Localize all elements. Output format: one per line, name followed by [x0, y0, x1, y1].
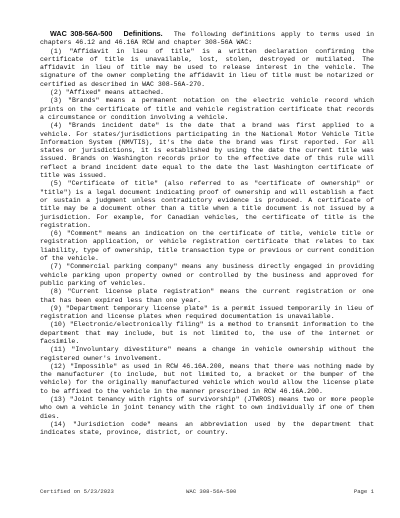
- footer-page-number: Page 1: [353, 488, 374, 495]
- definition-affixed: (2) "Affixed" means attached.: [50, 89, 164, 97]
- definition-brands-incident-date: (4) "Brands incident date" is the date that a brand was first applied to a vehicle. For states/jurisdictions participating in the National Motor Vehicle Title Information System (NMVTIS), it's the date the brand was first reported. For all states or jurisdictions, it is established by using the date the current title was issued. Brands on Washington records prior to the effective date of this rule will reflect a brand incident date equal to the date the last Washington certificate of title was issued.: [40, 122, 374, 180]
- document-body: [40, 30, 374, 438]
- definition-comment: (6) "Comment" means an indication on the certificate of title, vehicle title or registration application, or vehicle registration certificate that relates to tax liability, type of ownership, title transaction type or previous or current condition of the vehicle.: [40, 230, 374, 263]
- definition-brands: (3) "Brands" means a permanent notation on the electric vehicle record which prints on the certificate of title and vehicle registration certificate that records a circumstance or condition involving a vehicle.: [40, 97, 374, 121]
- definition-current-license-plate-registration: (8) "Current license plate registration" means the current registration or one that has been expired less than one year.: [40, 288, 374, 304]
- definition-involuntary-divestiture: (11) "Involuntary divestiture" means a change in vehicle ownership without the registered owner's involvement.: [40, 346, 374, 362]
- section-caption: Definitions.: [123, 29, 163, 38]
- definition-department-temporary-license-plate: (9) "Department temporary license plate" is a permit issued temporarily in lieu of registration and license plates when required documentation is unavailable.: [40, 304, 374, 321]
- section-intro: The following definitions apply to terms used in chapters 46.12 and 46.16A RCW and chapter 308-56A WAC:: [40, 31, 374, 47]
- footer-section-cite: WAC 308-56A-500: [186, 488, 237, 495]
- definition-affidavit: (1) "Affidavit in lieu of title" is a written declaration confirming the certificate of title is unavailable, lost, stolen, destroyed or mutilated. The affidavit in lieu of title may be used to release interest in the vehicle. The signature of the owner completing the affidavit in lieu of title must be notarized or certified as described in WAC 308-56A-270.: [40, 47, 374, 88]
- definition-certificate-of-title: (5) "Certificate of title" (also referred to as "certificate of ownership" or "title") is a legal document indicating proof of ownership and will establish a fact or sustain a judgment unless contradictory evidence is produced. A certificate of title may be a document other than a title when a title document is not issued by a jurisdiction. For example, for Canadian vehicles, the certificate of title is the registration.: [40, 180, 374, 229]
- definition-jurisdiction-code: (14) "Jurisdiction code" means an abbreviation used by the department that indicates state, province, district, or country.: [40, 420, 374, 437]
- section-heading-paragraph: [40, 30, 374, 48]
- definition-impossible: (12) "Impossible" as used in RCW 46.16A.200, means that there was nothing made by the manufacturer (to include, but not limited to, a bracket or the bumper of the vehicle) for the originally manufactured vehicle which would allow the license plate to be affixed to the vehicle in the manner prescribed in RCW 46.16A.200.: [40, 362, 374, 395]
- definition-commercial-parking-company: (7) "Commercial parking company" means any business directly engaged in providing vehicle parking upon property owned or controlled by the business and approved for public parking of vehicles.: [40, 263, 374, 287]
- section-cite: WAC 308-56A-500: [50, 29, 113, 38]
- footer-certified-date: Certified on 5/23/2023: [40, 488, 114, 495]
- definition-jtwros: (13) "Joint tenancy with rights of survivorship" (JTWROS) means two or more people who own a vehicle in joint tenancy with the right to own individually if one of them dies.: [40, 396, 374, 420]
- page-footer: [40, 487, 374, 499]
- definition-electronic-filing: (10) "Electronic/electronically filing" is a method to transmit information to the department that may include, but is not limited to, the use of the internet or facsimile.: [40, 321, 374, 345]
